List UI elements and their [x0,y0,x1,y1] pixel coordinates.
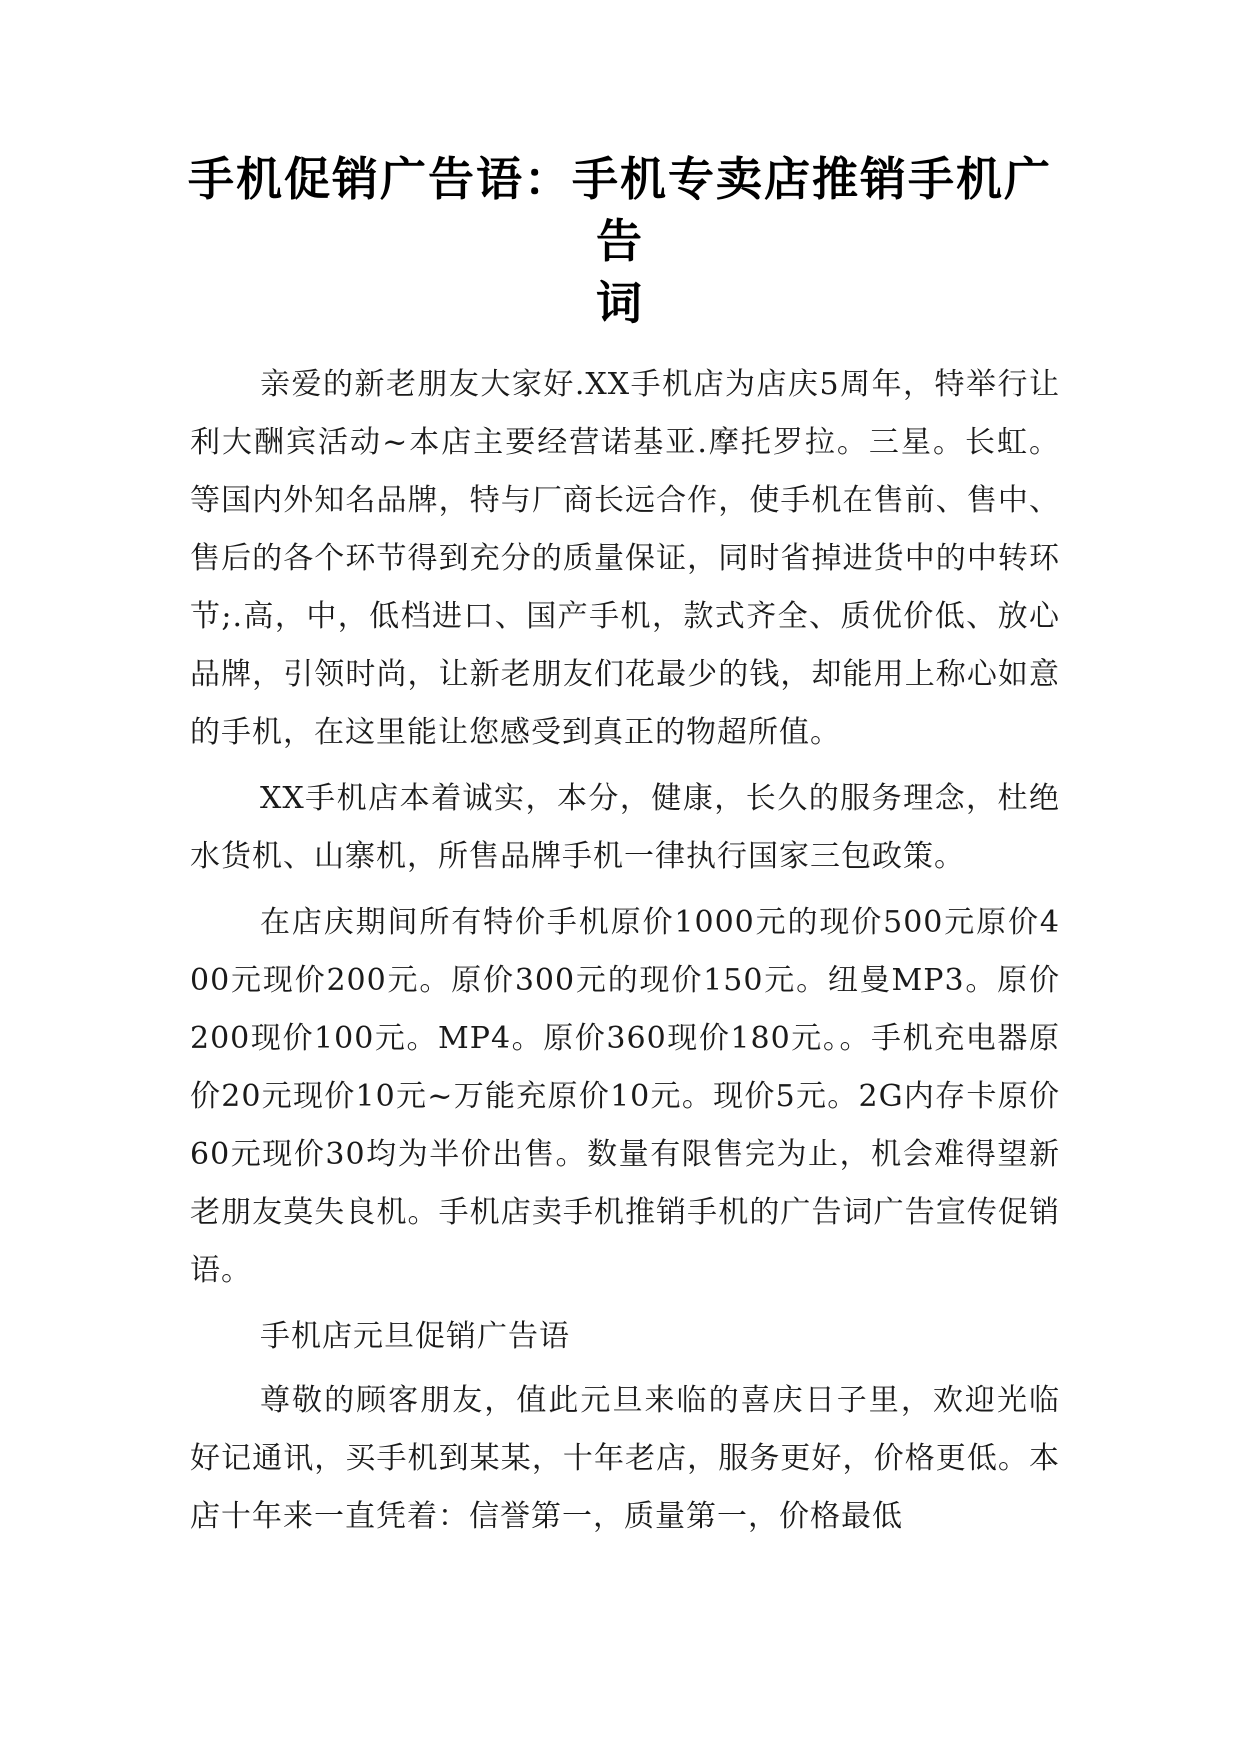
paragraph-intro: 亲爱的新老朋友大家好.XX手机店为店庆5周年，特举行让利大酬宾活动~本店主要经营诺基亚.摩托罗拉。三星。长虹。等国内外知名品牌，特与厂商长远合作，使手机在售前、售中、售后的各个环节得到充分的质量保证，同时省掉进货中的中转环节;.高，中，低档进口、国产手机，款式齐全、质优价低、放心品牌，引领时尚，让新老朋友们花最少的钱，却能用上称心如意的手机，在这里能让您感受到真正的物超所值。 [190,367,1060,750]
title-line-1: 手机促销广告语：手机专卖店推销手机广告 [188,152,1052,268]
section-heading: 手机店元旦促销广告语 [260,1319,570,1354]
paragraph-new-year: 尊敬的顾客朋友，值此元旦来临的喜庆日子里，欢迎光临好记通讯，买手机到某某，十年老店，服务更好，价格更低。本店十年来一直凭着：信誉第一，质量第一，价格最低 [190,1383,1060,1534]
document-body [190,356,1060,1554]
document-title [170,148,1070,334]
paragraph-prices: 在店庆期间所有特价手机原价1000元的现价500元原价400元现价200元。原价300元的现价150元。纽曼MP3。原价200现价100元。MP4。原价360现价180元。。手机充电器原价20元现价10元~万能充原价10元。现价5元。2G内存卡原价60元现价30均为半价出售。数量有限售完为止，机会难得望新老朋友莫失良机。手机店卖手机推销手机的广告词广告宣传促销语。 [190,905,1060,1288]
paragraph-service: XX手机店本着诚实，本分，健康，长久的服务理念，杜绝水货机、山寨机，所售品牌手机一律执行国家三包政策。 [190,781,1060,874]
title-line-2: 词 [596,276,644,330]
